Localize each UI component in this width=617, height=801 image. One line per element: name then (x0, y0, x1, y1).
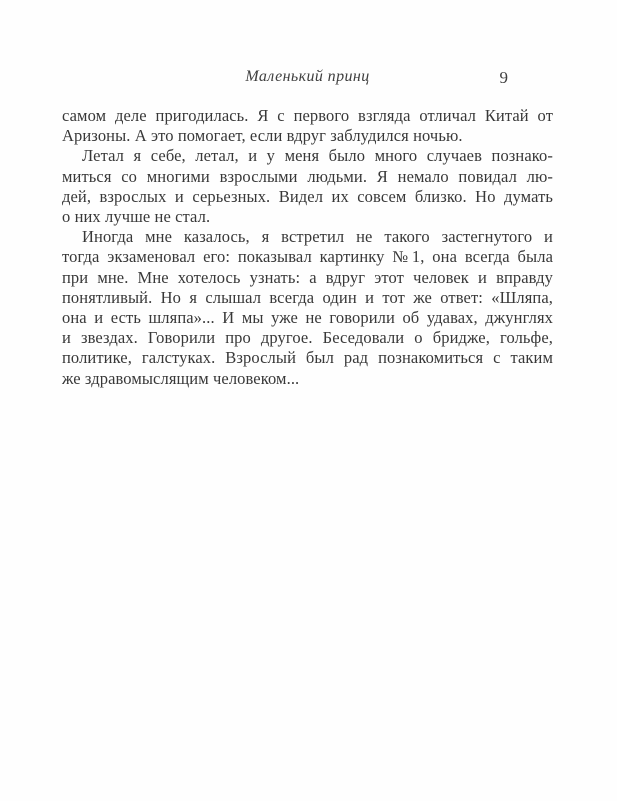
page-number: 9 (499, 68, 508, 87)
text-line: Аризоны. А это помогает, если вдруг заблудился ночью. (62, 126, 463, 146)
body-text (62, 106, 553, 389)
text-line: самом деле пригодилась. Я с первого взгляда отличал Китай от (62, 106, 553, 125)
text-line: при мне. Мне хотелось узнать: а вдруг этот человек и вправду (62, 267, 553, 287)
text-line: и звездах. Говорили про другое. Беседовали о бридже, гольфе, (62, 328, 553, 348)
text-line: политике, галстуках. Взрослый был рад познакомиться с таким (62, 348, 553, 368)
text-line: она и есть шляпа»... И мы уже не говорили об удавах, джунглях (62, 308, 553, 328)
text-line: понятливый. Но я слышал всегда один и тот же ответ: «Шляпа, (62, 287, 553, 307)
paragraph (62, 106, 553, 146)
text-line: Летал я себе, летал, и у меня было много случаев познако- (82, 146, 553, 166)
paragraph (62, 227, 553, 389)
paragraph (62, 146, 553, 227)
text-line: миться со многими взрослыми людьми. Я немало повидал лю- (62, 166, 553, 186)
running-header (62, 68, 553, 90)
text-line: же здравомыслящим человеком... (62, 368, 300, 388)
text-line: Иногда мне казалось, я встретил не такого застегнутого и (82, 227, 553, 247)
text-line: тогда экзаменовал его: показывал картинку №1, она всегда была (62, 247, 553, 267)
header-title: Маленький принц (245, 68, 370, 85)
text-line: о них лучше не стал. (62, 207, 211, 227)
text-line: дей, взрослых и серьезных. Видел их совсем близко. Но думать (62, 186, 553, 206)
